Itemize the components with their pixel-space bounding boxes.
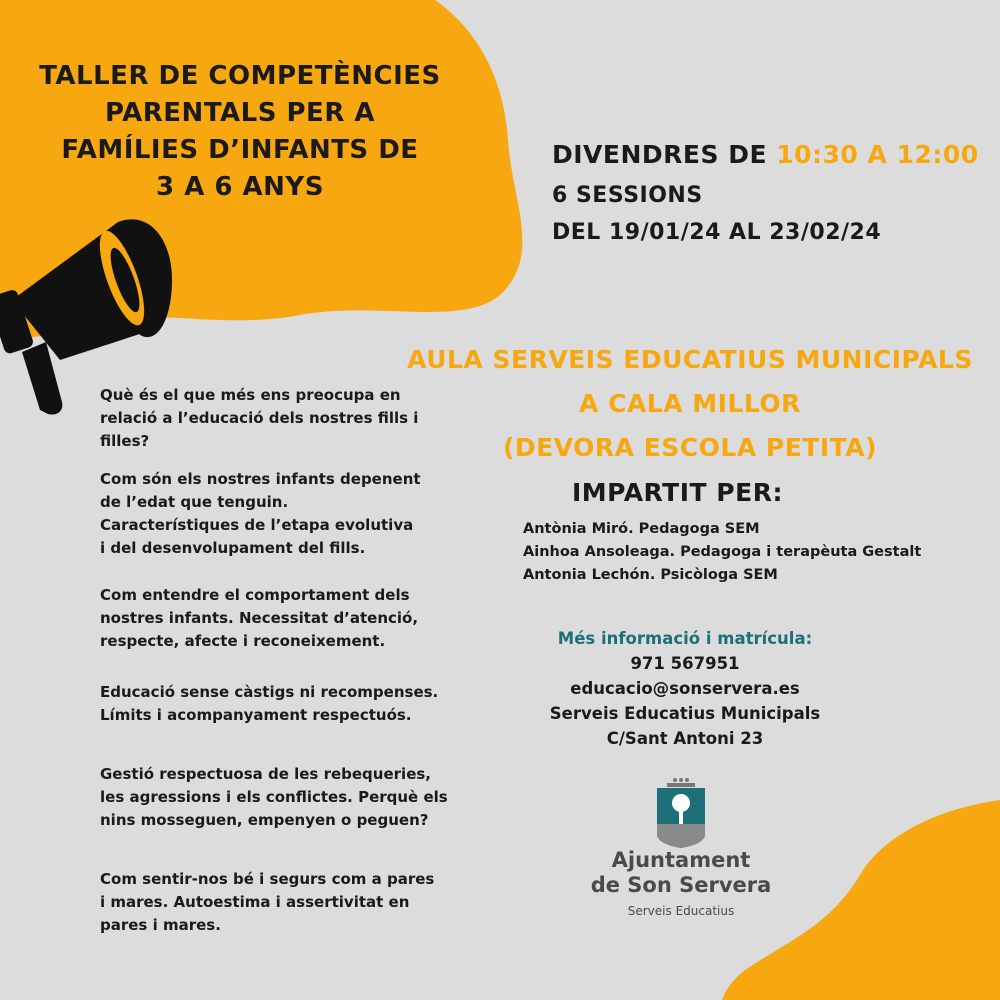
schedule-time: 10:30 A 12:00 <box>776 140 979 169</box>
topic-line: Com són els nostres infants depenent <box>100 470 421 488</box>
schedule-day <box>552 140 992 169</box>
instructor: Ainhoa Ansoleaga. Pedagoga i terapèuta Gestalt <box>523 544 922 560</box>
topic-line: Educació sense càstigs ni recompenses. <box>100 683 439 701</box>
topic-line: Gestió respectuosa de les rebequeries, <box>100 765 431 783</box>
taught-by-heading: IMPARTIT PER: <box>572 478 783 507</box>
contact-block <box>520 626 850 751</box>
instructor: Antonia Lechón. Psicòloga SEM <box>523 567 778 583</box>
topic-item <box>100 384 460 453</box>
topic-line: Com entendre el comportament dels <box>100 586 410 604</box>
topic-line: les agressions i els conflictes. Perquè els <box>100 788 448 806</box>
topic-line: i del desenvolupament del fills. <box>100 539 366 557</box>
topic-line: relació a l’educació dels nostres fills i <box>100 409 419 427</box>
venue-line: (DEVORA ESCOLA PETITA) <box>502 433 878 462</box>
topic-line: respecte, afecte i reconeixement. <box>100 632 386 650</box>
contact-address: C/Sant Antoni 23 <box>606 729 764 748</box>
topic-item <box>100 468 460 560</box>
coat-of-arms-icon <box>653 776 709 848</box>
topic-line: Com sentir-nos bé i segurs com a pares <box>100 870 435 888</box>
venue-line: AULA SERVEIS EDUCATIUS MUNICIPALS <box>407 345 973 374</box>
topic-line: nostres infants. Necessitat d’atenció, <box>100 609 419 627</box>
venue-line: A CALA MILLOR <box>579 389 801 418</box>
title-line: 3 A 6 ANYS <box>156 172 324 202</box>
title-line: TALLER DE COMPETÈNCIES <box>39 61 441 91</box>
schedule-block <box>552 140 992 245</box>
schedule-dates: DEL 19/01/24 AL 23/02/24 <box>552 220 882 245</box>
contact-phone: 971 567951 <box>630 654 740 673</box>
logo-name-line: de Son Servera <box>590 873 772 897</box>
topic-item <box>100 868 460 937</box>
title-line: PARENTALS PER A <box>104 98 376 128</box>
topic-line: nins mosseguen, empenyen o peguen? <box>100 811 429 829</box>
topic-line: Què és el que més ens preocupa en <box>100 386 401 404</box>
title-line: FAMÍLIES D’INFANTS DE <box>61 135 419 165</box>
topic-line: Límits i acompanyament respectuós. <box>100 706 412 724</box>
instructor: Antònia Miró. Pedagoga SEM <box>523 521 760 537</box>
logo-name-line: Ajuntament <box>611 848 751 872</box>
venue-block <box>390 338 990 470</box>
topic-line: Característiques de l’etapa evolutiva <box>100 516 414 534</box>
schedule-day-prefix: DIVENDRES DE <box>552 140 777 169</box>
topic-item <box>100 763 460 832</box>
logo-subtitle: Serveis Educatius <box>627 904 735 918</box>
contact-office: Serveis Educatius Municipals <box>549 704 821 723</box>
topic-item <box>100 681 460 727</box>
workshop-title <box>30 58 450 206</box>
topic-line: i mares. Autoestima i assertivitat en <box>100 893 410 911</box>
topic-line: pares i mares. <box>100 916 221 934</box>
contact-heading: Més informació i matrícula: <box>557 629 813 648</box>
topic-line: filles? <box>100 432 150 450</box>
instructors-list <box>523 518 921 587</box>
schedule-sessions: 6 SESSIONS <box>552 183 703 208</box>
topic-line: de l’edat que tenguin. <box>100 493 289 511</box>
contact-email: educacio@sonservera.es <box>570 679 800 698</box>
topic-item <box>100 584 460 653</box>
municipal-logo <box>586 776 776 918</box>
